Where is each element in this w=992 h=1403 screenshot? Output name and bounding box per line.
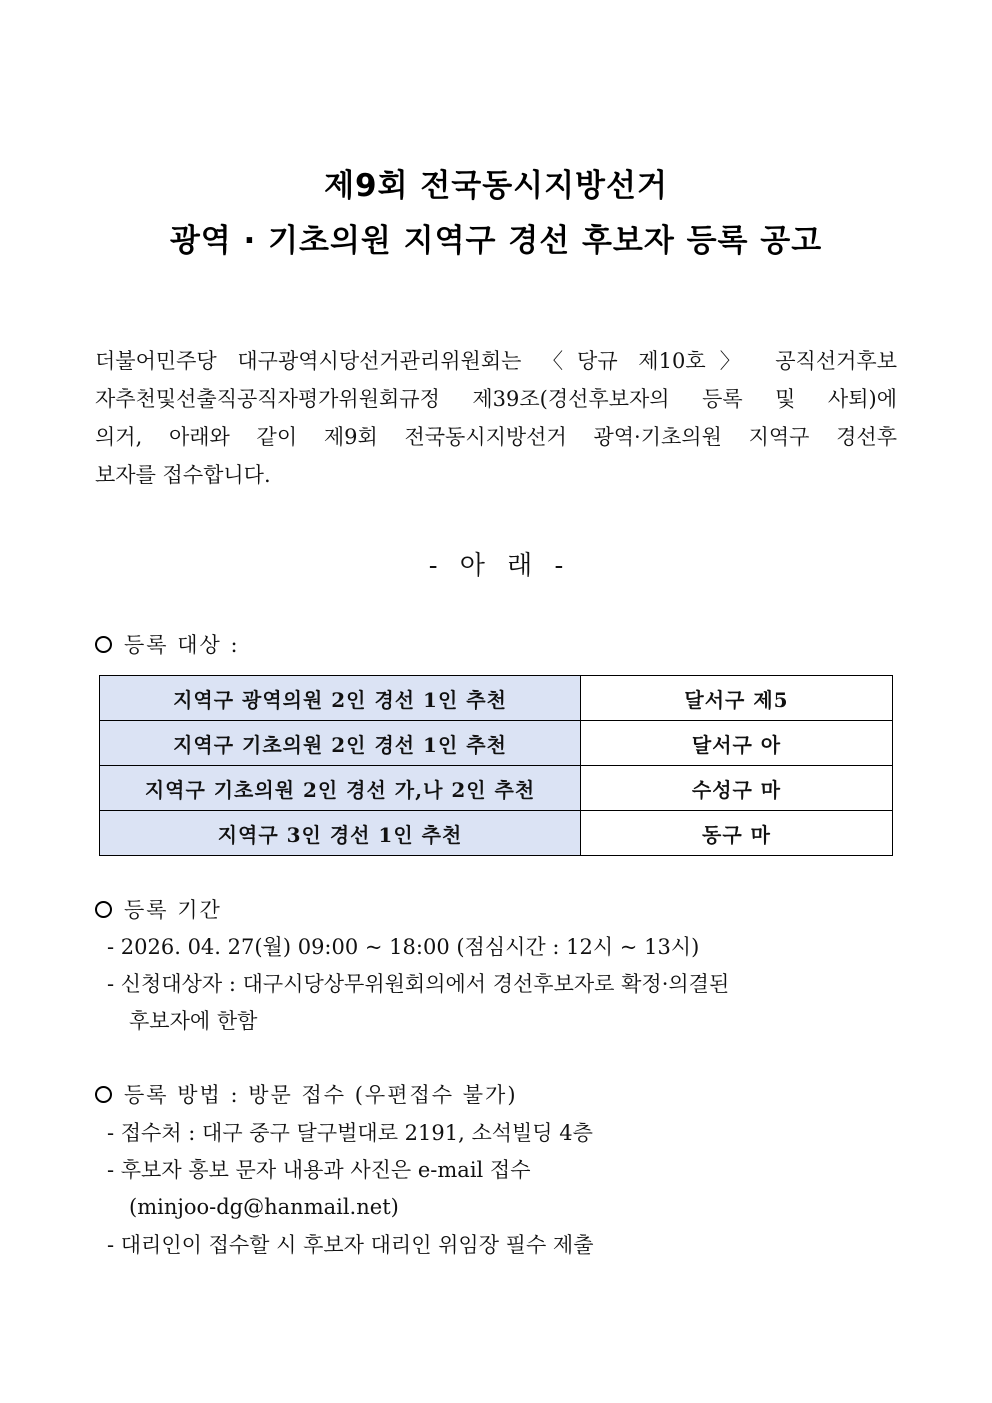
target-district-cell: 달서구 아 — [581, 721, 893, 766]
period-item: - 2026. 04. 27(월) 09:00 ~ 18:00 (점심시간 : 12시 ~ 13시) — [107, 935, 700, 959]
intro-paragraph-line: 더불어민주당 대구광역시당선거관리위원회는 〈당규 제10호〉 공직선거후보 — [95, 349, 897, 373]
registration-target-table — [99, 675, 893, 856]
intro-paragraph-line: 의거, 아래와 같이 제9회 전국동시지방선거 광역·기초의원 지역구 경선후 — [95, 425, 897, 449]
intro-paragraph-line: 보자를 접수합니다. — [95, 463, 271, 487]
target-district-cell: 수성구 마 — [581, 766, 893, 811]
section-divider-heading: - 아 래 - — [428, 551, 564, 581]
circle-bullet-icon — [95, 1086, 112, 1103]
email-address: (minjoo-dg@hanmail.net) — [129, 1195, 399, 1219]
target-category-cell: 지역구 기초의원 2인 경선 가,나 2인 추천 — [100, 766, 581, 811]
table-row — [100, 766, 893, 811]
table-row — [100, 676, 893, 721]
section-heading-text: 등록 기간 — [124, 898, 222, 922]
section-heading-text: 등록 대상 : — [124, 633, 240, 657]
target-district-cell: 달서구 제5 — [581, 676, 893, 721]
registration-method-heading — [95, 1080, 518, 1110]
target-category-cell: 지역구 기초의원 2인 경선 1인 추천 — [100, 721, 581, 766]
method-item: - 대리인이 접수할 시 후보자 대리인 위임장 필수 제출 — [107, 1233, 594, 1257]
section-heading-text: 등록 방법 : 방문 접수 (우편접수 불가) — [124, 1083, 518, 1107]
target-category-cell: 지역구 3인 경선 1인 추천 — [100, 811, 581, 856]
circle-bullet-icon — [95, 901, 112, 918]
table-row — [100, 721, 893, 766]
method-item: - 후보자 홍보 문자 내용과 사진은 e-mail 접수 — [107, 1158, 531, 1182]
intro-paragraph-line: 자추천및선출직공직자평가위원회규정 제39조(경선후보자의 등록 및 사퇴)에 — [95, 387, 897, 411]
table-row — [100, 811, 893, 856]
notice-title-line-2: 광역 · 기초의원 지역구 경선 후보자 등록 공고 — [169, 223, 823, 259]
period-item-continuation: 후보자에 한함 — [129, 1009, 258, 1033]
registration-target-heading — [95, 630, 240, 660]
notice-title-line-1: 제9회 전국동시지방선거 — [324, 168, 668, 204]
method-item: - 접수처 : 대구 중구 달구벌대로 2191, 소석빌딩 4층 — [107, 1121, 593, 1145]
target-category-cell: 지역구 광역의원 2인 경선 1인 추천 — [100, 676, 581, 721]
target-district-cell: 동구 마 — [581, 811, 893, 856]
registration-period-heading — [95, 895, 222, 925]
period-item: - 신청대상자 : 대구시당상무위원회의에서 경선후보자로 확정·의결된 — [107, 972, 730, 996]
circle-bullet-icon — [95, 636, 112, 653]
